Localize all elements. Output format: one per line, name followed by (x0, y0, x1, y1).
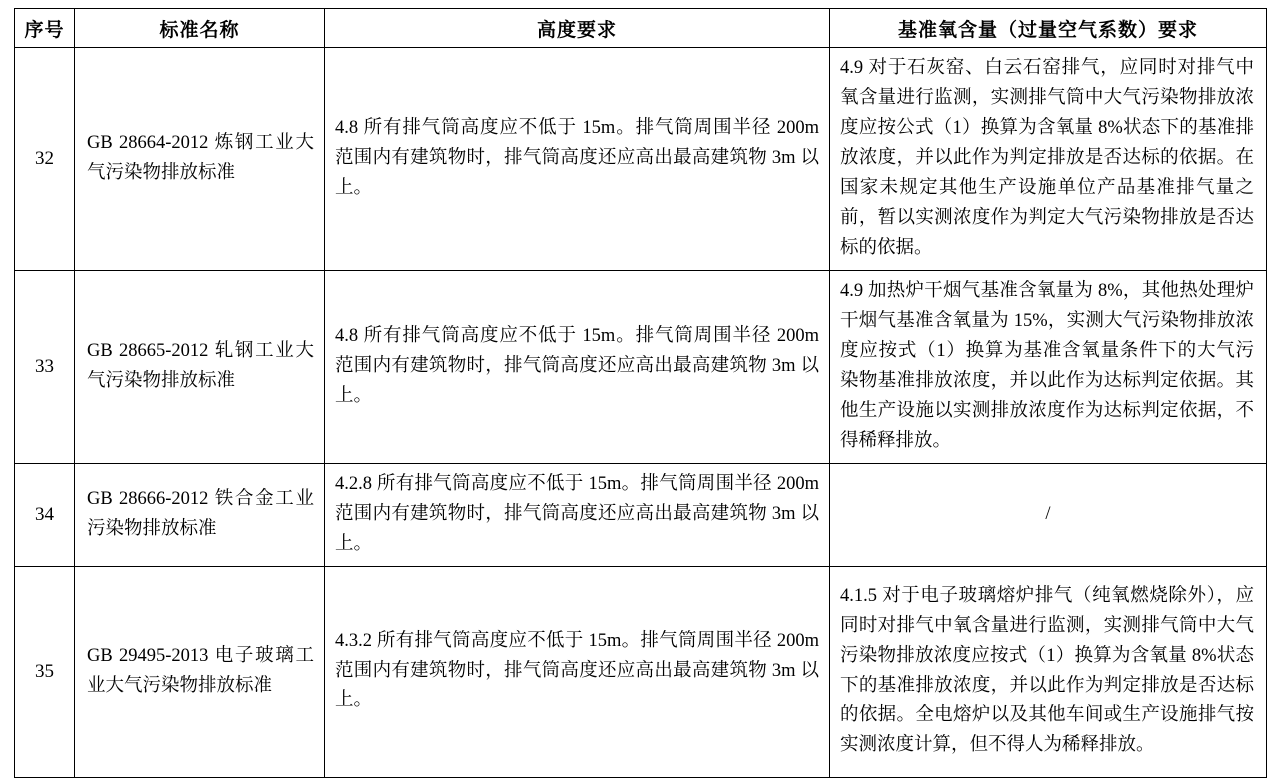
row-standard-name (75, 270, 325, 463)
standards-table (14, 8, 1267, 778)
row-height-requirement (325, 566, 830, 777)
table-header (15, 9, 1267, 48)
row-standard-name-text: GB 28665-2012 轧钢工业大气污染物排放标准 (87, 340, 314, 391)
row-oxygen-requirement-text: 4.9 加热炉干烟气基准含氧量为 8%，其他热处理炉干烟气基准含氧量为 15%，实测大气污染物排放浓度应按式（1）换算为基准含氧量条件下的大气污染物基准排放浓度，并以此作为达标判定依据。其他生产设施以实测排放浓度作为达标判定依据，不得稀释排放。 (840, 280, 1254, 451)
row-height-requirement (325, 48, 830, 271)
table-row (15, 566, 1267, 777)
column-header-standard-name: 标准名称 (75, 9, 325, 48)
row-index: 33 (15, 270, 75, 463)
row-standard-name (75, 566, 325, 777)
row-height-requirement-text: 4.8 所有排气筒高度应不低于 15m。排气筒周围半径 200m 范围内有建筑物时，排气筒高度还应高出最高建筑物 3m 以上。 (335, 117, 819, 198)
row-oxygen-requirement (830, 270, 1267, 463)
row-index: 32 (15, 48, 75, 271)
column-header-oxygen-requirement: 基准氧含量（过量空气系数）要求 (830, 9, 1267, 48)
row-oxygen-requirement (830, 463, 1267, 566)
column-header-height-requirement: 高度要求 (325, 9, 830, 48)
row-standard-name-text: GB 28666-2012 铁合金工业污染物排放标准 (87, 488, 314, 539)
table-header-row (15, 9, 1267, 48)
row-standard-name (75, 463, 325, 566)
table-row (15, 48, 1267, 271)
table-row (15, 463, 1267, 566)
row-oxygen-requirement-text: 4.1.5 对于电子玻璃熔炉排气（纯氧燃烧除外），应同时对排气中氧含量进行监测，实测排气筒中大气污染物排放浓度应按式（1）换算为含氧量 8%状态下的基准排放浓度，并以此作为判定排放是否达标的依据。全电熔炉以及其他车间或生产设施排气按实测浓度计算，但不得人为稀释排放。 (840, 585, 1254, 756)
row-height-requirement-text: 4.2.8 所有排气筒高度应不低于 15m。排气筒周围半径 200m 范围内有建筑物时，排气筒高度还应高出最高建筑物 3m 以上。 (335, 473, 819, 554)
row-oxygen-requirement (830, 566, 1267, 777)
row-height-requirement (325, 463, 830, 566)
row-oxygen-requirement (830, 48, 1267, 271)
row-standard-name (75, 48, 325, 271)
column-header-index: 序号 (15, 9, 75, 48)
row-standard-name-text: GB 29495-2013 电子玻璃工业大气污染物排放标准 (87, 645, 314, 696)
row-index: 34 (15, 463, 75, 566)
row-standard-name-text: GB 28664-2012 炼钢工业大气污染物排放标准 (87, 132, 314, 183)
row-index: 35 (15, 566, 75, 777)
row-oxygen-requirement-text: 4.9 对于石灰窑、白云石窑排气，应同时对排气中氧含量进行监测，实测排气筒中大气污染物排放浓度应按公式（1）换算为含氧量 8%状态下的基准排放浓度，并以此作为判定排放是否达标的依据。在国家未规定其他生产设施单位产品基准排气量之前，暂以实测浓度作为判定大气污染物排放是否达标的依据。 (840, 58, 1254, 258)
row-height-requirement-text: 4.3.2 所有排气筒高度应不低于 15m。排气筒周围半径 200m 范围内有建筑物时，排气筒高度还应高出最高建筑物 3m 以上。 (335, 630, 819, 711)
row-oxygen-requirement-text: / (1045, 503, 1051, 524)
row-height-requirement-text: 4.8 所有排气筒高度应不低于 15m。排气筒周围半径 200m 范围内有建筑物时，排气筒高度还应高出最高建筑物 3m 以上。 (335, 325, 819, 406)
table-body (15, 48, 1267, 778)
row-height-requirement (325, 270, 830, 463)
table-row (15, 270, 1267, 463)
